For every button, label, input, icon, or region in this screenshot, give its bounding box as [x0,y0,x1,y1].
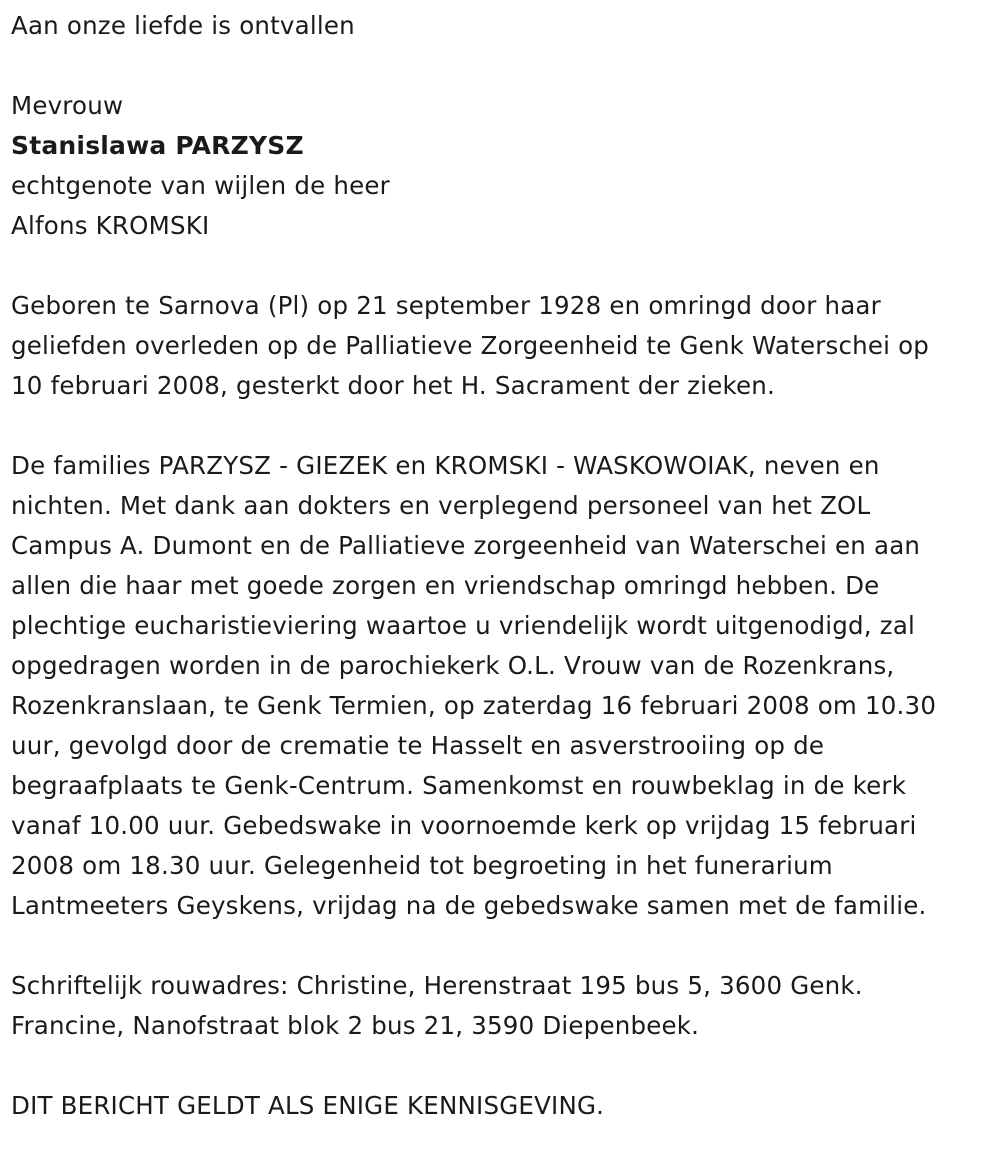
paragraph-line: allen die haar met goede zorgen en vriendschap omringd hebben. De [11,571,880,600]
address-paragraph [11,966,996,1046]
deceased-name: Stanislawa PARZYSZ [11,131,304,160]
paragraph-line: Rozenkranslaan, te Genk Termien, op zaterdag 16 februari 2008 om 10.30 [11,691,937,720]
opening-line: Aan onze liefde is ontvallen [11,11,355,40]
paragraph-line: geliefden overleden op de Palliatieve Zorgeenheid te Genk Waterschei op [11,331,930,360]
spouse-name: Alfons KROMSKI [11,211,210,240]
spacer [11,1046,996,1086]
paragraph-line: Geboren te Sarnova (Pl) op 21 september 1928 en omringd door haar [11,291,881,320]
paragraph-line: nichten. Met dank aan dokters en verplegend personeel van het ZOL [11,491,871,520]
paragraph-line: Schriftelijk rouwadres: Christine, Herenstraat 195 bus 5, 3600 Genk. [11,971,863,1000]
paragraph-line: Lantmeeters Geyskens, vrijdag na de gebedswake samen met de familie. [11,891,927,920]
paragraph-line: Francine, Nanofstraat blok 2 bus 21, 3590 Diepenbeek. [11,1011,700,1040]
spacer [11,926,996,966]
closing-notice [11,1086,996,1126]
family-paragraph [11,446,996,926]
paragraph-line: 2008 om 18.30 uur. Gelegenheid tot begroeting in het funerarium [11,851,833,880]
spacer [11,406,996,446]
birth-paragraph [11,286,996,406]
obituary-header [11,6,996,246]
paragraph-line: plechtige eucharistieviering waartoe u vriendelijk wordt uitgenodigd, zal [11,611,916,640]
honorific: Mevrouw [11,91,124,120]
notice-line: DIT BERICHT GELDT ALS ENIGE KENNISGEVING. [11,1091,605,1120]
paragraph-line: Campus A. Dumont en de Palliatieve zorgeenheid van Waterschei en aan [11,531,921,560]
paragraph-line: 10 februari 2008, gesterkt door het H. Sacrament der zieken. [11,371,776,400]
paragraph-line: opgedragen worden in de parochiekerk O.L. Vrouw van de Rozenkrans, [11,651,895,680]
relation-line: echtgenote van wijlen de heer [11,171,390,200]
paragraph-line: begraafplaats te Genk-Centrum. Samenkomst en rouwbeklag in de kerk [11,771,907,800]
paragraph-line: De families PARZYSZ - GIEZEK en KROMSKI - WASKOWOIAK, neven en [11,451,880,480]
spacer [11,46,996,86]
paragraph-line: uur, gevolgd door de crematie te Hasselt en asverstrooiing op de [11,731,825,760]
spacer [11,246,996,286]
paragraph-line: vanaf 10.00 uur. Gebedswake in voornoemde kerk op vrijdag 15 februari [11,811,917,840]
obituary-document [11,6,996,1126]
